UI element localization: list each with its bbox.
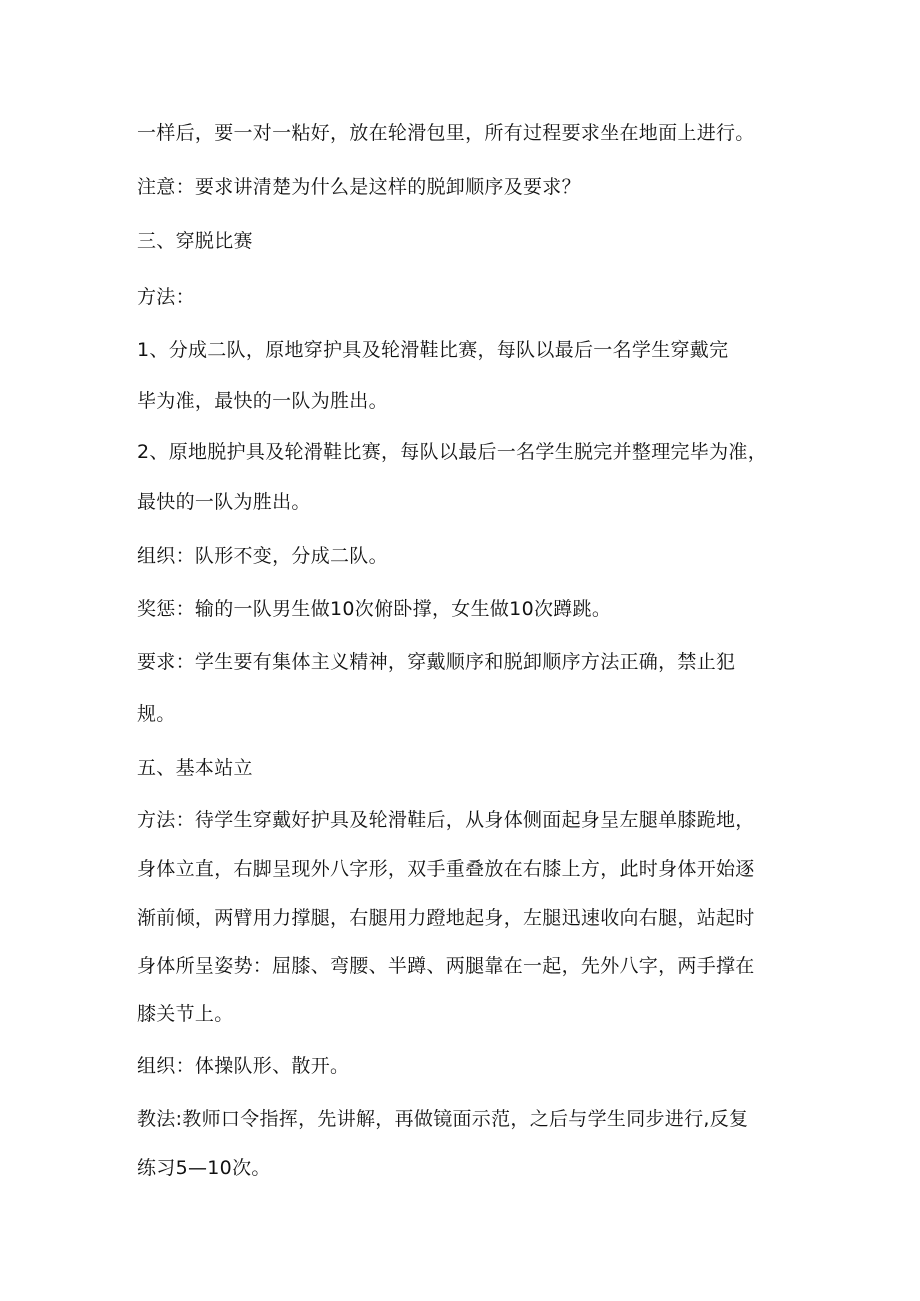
section-heading-3: 三、穿脱比赛 [137,230,253,252]
text-line-14: 方法：待学生穿戴好护具及轮滑鞋后，从身体侧面起身呈左腿单膝跪地， [137,809,755,831]
text-line-5: 1、分成二队，原地穿护具及轮滑鞋比赛，每队以最后一名学生穿戴完 [137,339,729,361]
text-line-19: 组织：体操队形、散开。 [137,1055,350,1077]
text-line-17: 身体所呈姿势：屈膝、弯腰、半蹲、两腿靠在一起，先外八字，两手撑在 [137,955,755,977]
text-line-9: 组织：队形不变，分成二队。 [137,545,388,567]
text-line-15: 身体立直，右脚呈现外八字形，双手重叠放在右膝上方，此时身体开始逐 [137,858,755,880]
text-line-11: 要求：学生要有集体主义精神，穿戴顺序和脱卸顺序方法正确，禁止犯 [137,651,736,673]
text-line-2: 注意：要求讲清楚为什么是这样的脱卸顺序及要求？ [137,176,581,198]
text-line-18: 膝关节上。 [137,1003,234,1025]
text-line-16: 渐前倾，两臂用力撑腿，右腿用力蹬地起身，左腿迅速收向右腿，站起时 [137,907,755,929]
section-heading-5: 五、基本站立 [137,757,253,779]
text-line-12: 规。 [137,703,176,725]
text-line-1: 一样后，要一对一粘好，放在轮滑包里，所有过程要求坐在地面上进行。 [137,122,755,144]
text-line-6: 毕为准，最快的一队为胜出。 [137,390,388,412]
text-line-21: 练习5—10次。 [137,1157,271,1179]
text-line-7: 2、原地脱护具及轮滑鞋比赛，每队以最后一名学生脱完并整理完毕为准， [137,441,767,463]
text-line-4: 方法： [137,286,195,308]
text-line-20: 教法:教师口令指挥，先讲解，再做镜面示范，之后与学生同步进行,反复 [137,1108,749,1130]
text-line-8: 最快的一队为胜出。 [137,491,311,513]
text-line-10: 奖惩：输的一队男生做10次俯卧撑，女生做10次蹲跳。 [137,598,612,620]
